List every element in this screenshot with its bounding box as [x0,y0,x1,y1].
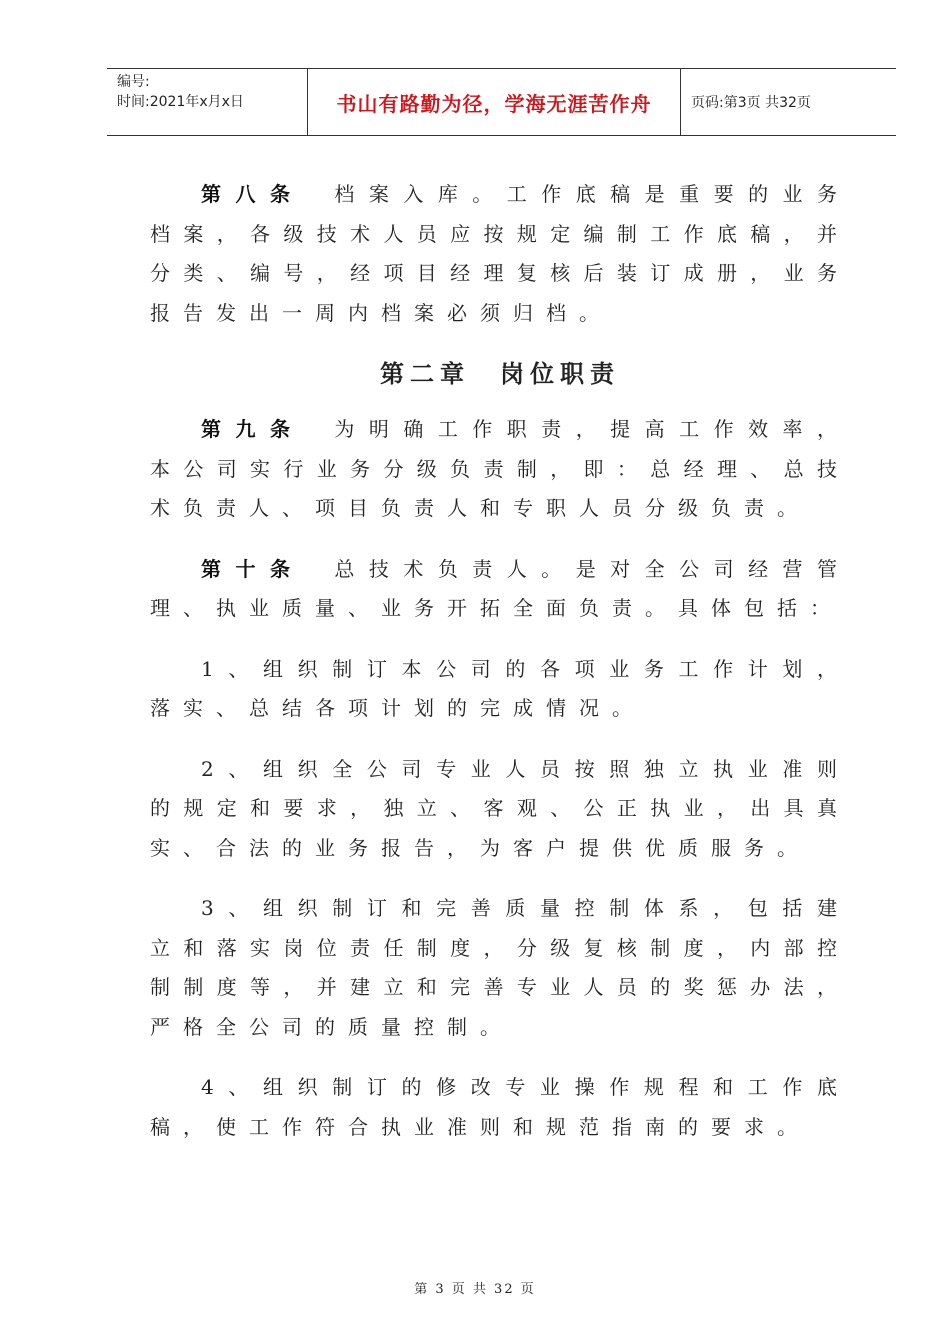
document-number-label: 编号: [117,74,150,90]
article-9 [150,410,850,529]
article-10-label: 第十条 [201,556,305,581]
document-body [150,175,850,1168]
list-item-2: 2、组织全公司专业人员按照独立执业准则的规定和要求，独立、客观、公正执业，出具真实、合法的业务报告，为客户提供优质服务。 [150,756,850,860]
article-8-label: 第八条 [201,182,305,206]
page-header [107,68,896,136]
chapter-title: 岗位职责 [500,359,620,388]
chapter-number: 第二章 [380,359,470,388]
article-9-text: 为明确工作职责，提高工作效率，本公司实行业务分级负责制，即：总经理、总技术负责人、项目负责人和专职人员分级负责。 [150,417,851,520]
page-footer: 第 3 页 共 32 页 [414,1282,536,1297]
header-page-info: 页码:第3页 共32页 [691,95,811,111]
article-10-text: 总技术负责人。是对全公司经营管理、执业质量、业务开拓全面负责。具体包括： [150,556,851,620]
document-time: 时间:2021年x月x日 [117,94,244,110]
header-meta [107,69,307,135]
article-8-text: 档案入库。工作底稿是重要的业务档案，各级技术人员应按规定编制工作底稿，并分类、编号，经项目经理复核后装订成册，业务报告发出一周内档案必须归档。 [150,182,851,325]
article-8 [150,175,850,333]
article-9-label: 第九条 [201,417,305,441]
article-10 [150,550,850,629]
list-item-4: 4、组织制订的修改专业操作规程和工作底稿，使工作符合执业准则和规范指南的要求。 [150,1075,850,1139]
chapter-heading [150,354,850,394]
list-item-3: 3、组织制订和完善质量控制体系，包括建立和落实岗位责任制度，分级复核制度，内部控制制度等，并建立和完善专业人员的奖惩办法，严格全公司的质量控制。 [150,896,850,1039]
list-item-1: 1、组织制订本公司的各项业务工作计划，落实、总结各项计划的完成情况。 [150,656,850,720]
header-slogan: 书山有路勤为径，学海无涯苦作舟 [307,69,681,135]
